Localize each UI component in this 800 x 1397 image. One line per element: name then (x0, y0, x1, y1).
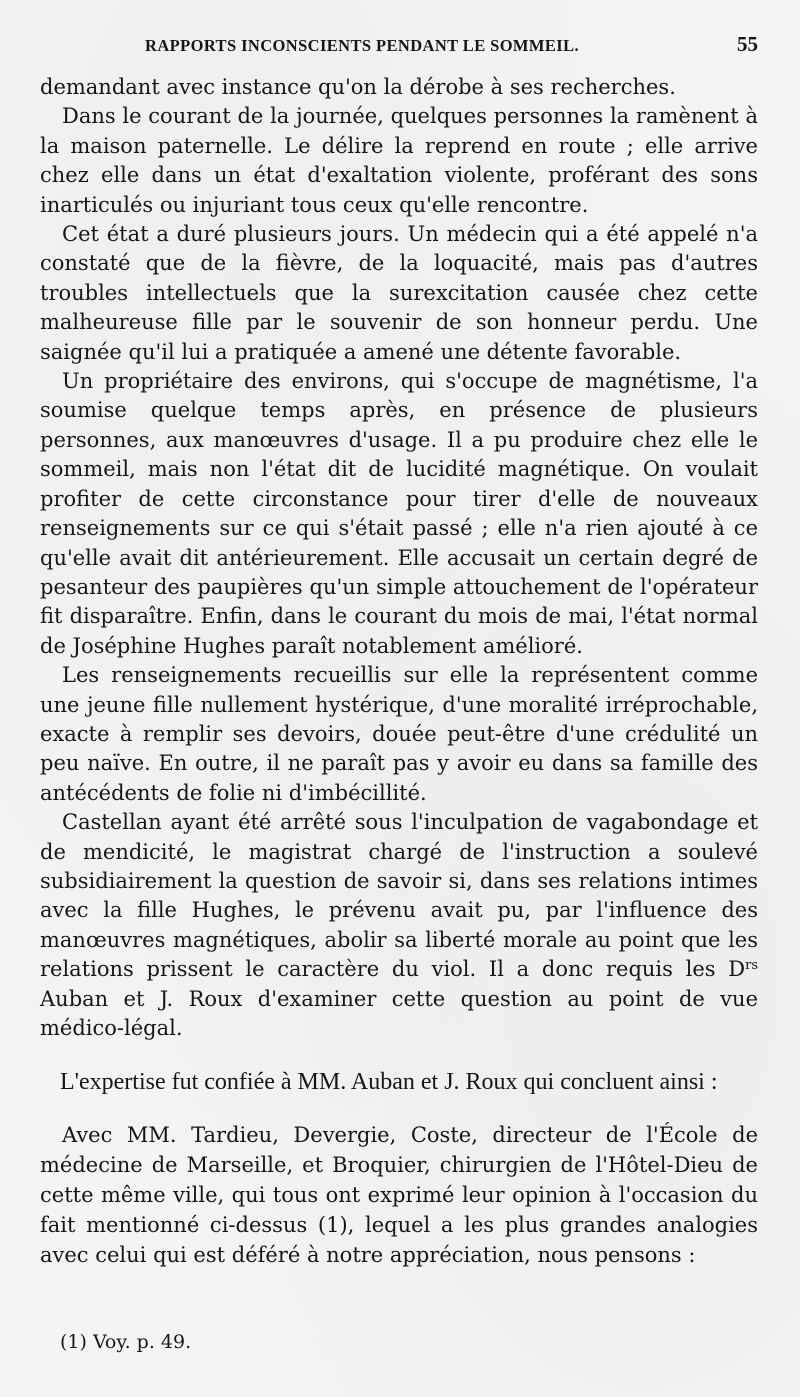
expertise-heading: L'expertise fut confiée à MM. Auban et J. Roux qui concluent ainsi : (60, 1069, 718, 1096)
paragraph-character: Les renseignements recueillis sur elle la représentent comme une jeune fille nullement hystérique, d'une moralité irréprochable, exacte à remplir ses devoirs, douée peut-être d'une crédulité un peu naïve. En outre, il ne paraît pas y avoir eu dans sa famille des antécédents de folie ni d'imbécillité. (40, 663, 758, 805)
paragraph-continuation: demandant avec instance qu'on la dérobe à ses recherches. (40, 75, 676, 99)
running-head: RAPPORTS INCONSCIENTS PENDANT LE SOMMEIL. (145, 36, 580, 55)
doctors-superscript: rs (745, 958, 758, 974)
page-body (40, 73, 758, 1270)
paragraph-castellan (40, 808, 758, 1043)
page-header (40, 32, 760, 62)
castellan-text-end: Auban et J. Roux d'examiner cette question au point de vue médico-légal. (40, 986, 758, 1040)
castellan-text-start: Castellan ayant été arrêté sous l'inculpation de vagabondage et de mendicité, le magistrat chargé de l'instruction a soulevé subsidiairement la question de savoir si, dans ses relations intimes avec la fille Hughes, le prévenu avait pu, par l'influence des manœuvres magnétiques, abolir sa liberté morale au point que les relations prissent le caractère du viol. Il a donc requis les D (40, 810, 758, 982)
paragraph-verdict: Avec MM. Tardieu, Devergie, Coste, directeur de l'École de médecine de Marseille, et Broquier, chirurgien de l'Hôtel-Dieu de cette même ville, qui tous ont exprimé leur opinion à l'occasion du fait mentionné ci-dessus (1), lequel a les plus grandes analogies avec celui qui est déféré à notre appréciation, nous pensons : (40, 1123, 758, 1268)
page-number: 55 (737, 32, 758, 56)
paragraph-doctor: Cet état a duré plusieurs jours. Un médecin qui a été appelé n'a constaté que de la fièvre, de la loquacité, mais pas d'autres troubles intellectuels que la surexcitation causée chez cette malheureuse fille par le souvenir de son honneur perdu. Une saignée qu'il lui a pratiquée a amené une détente favorable. (40, 222, 758, 364)
paragraph-return-home: Dans le courant de la journée, quelques personnes la ramènent à la maison paternelle. Le délire la reprend en route ; elle arrive chez elle dans un état d'exaltation violente, proférant des sons inarticulés ou injuriant tous ceux qu'elle rencontre. (40, 104, 758, 217)
paragraph-magnetism: Un propriétaire des environs, qui s'occupe de magnétisme, l'a soumise quelque temps après, en présence de plusieurs personnes, aux manœuvres d'usage. Il a pu produire chez elle le sommeil, mais non l'état dit de lucidité magnétique. On voulait profiter de cette circonstance pour tirer d'elle de nouveaux renseignements sur ce qui s'était passé ; elle n'a rien ajouté à ce qu'elle avait dit antérieurement. Elle accusait un certain degré de pesanteur des paupières qu'un simple attouchement de l'opérateur fit disparaître. Enfin, dans le courant du mois de mai, l'état normal de Joséphine Hughes paraît notablement amélioré. (40, 369, 758, 658)
footnote: (1) Voy. p. 49. (60, 1331, 192, 1353)
